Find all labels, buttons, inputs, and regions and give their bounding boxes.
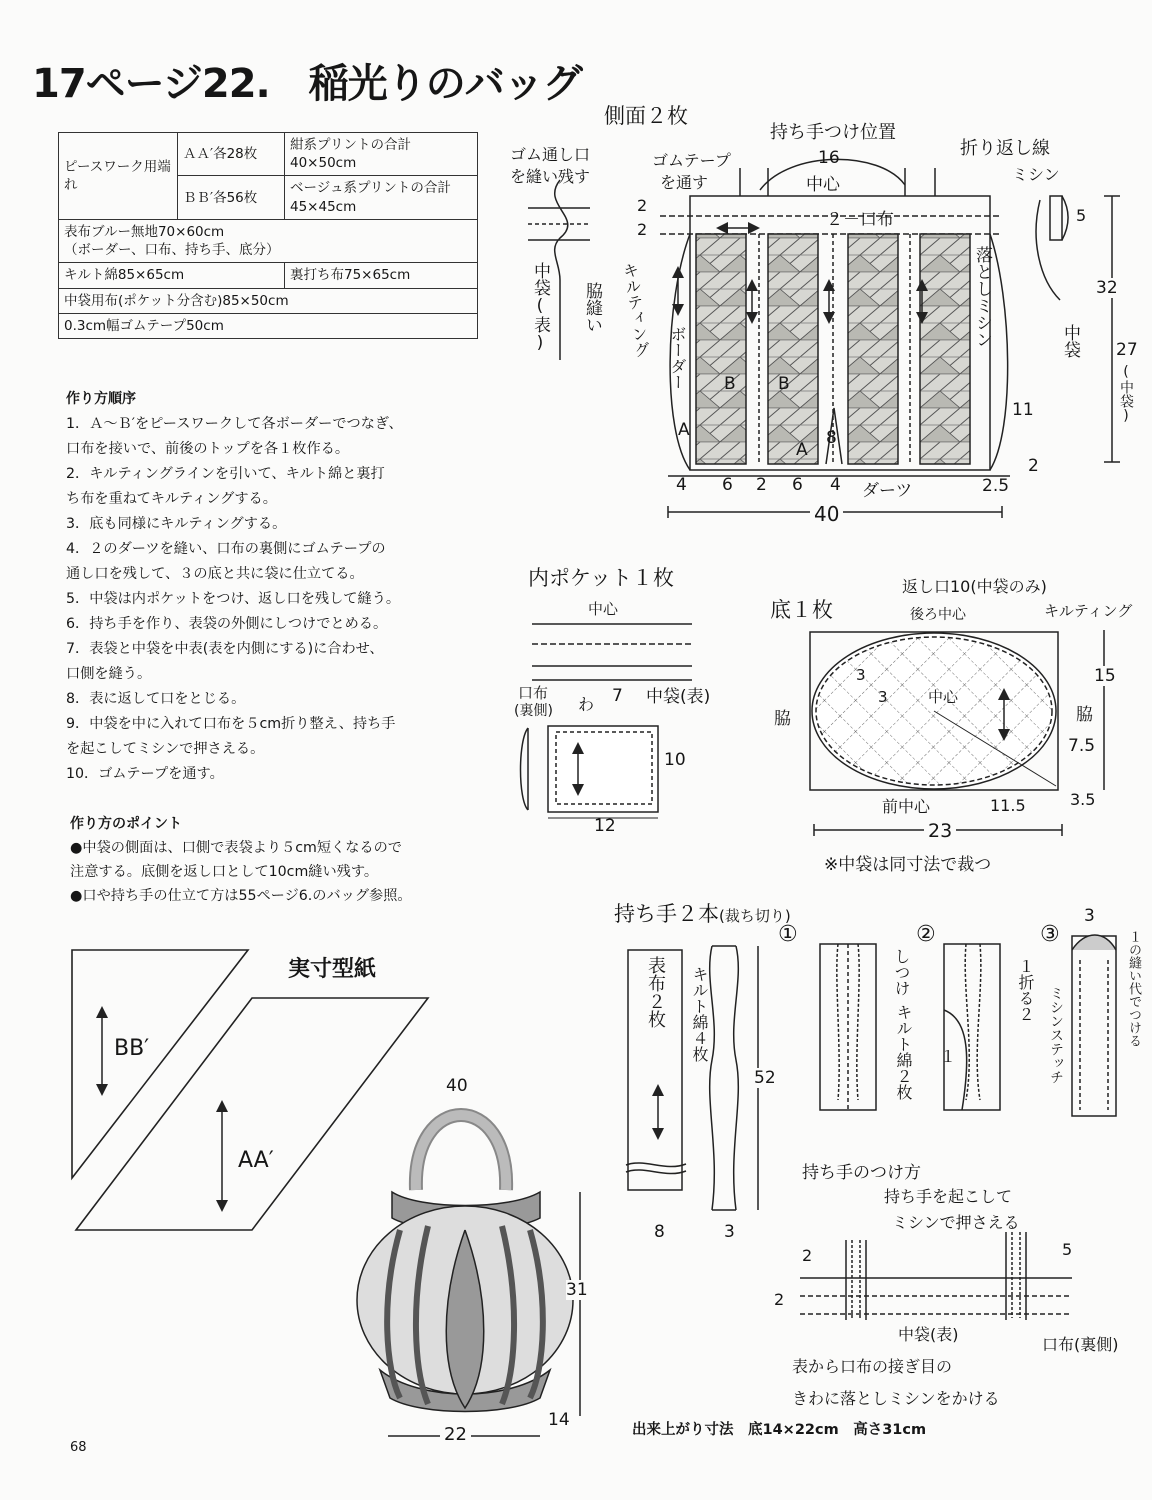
outer-fabric-note: （ボーダー、口布、持ち手、底分） [64, 242, 280, 259]
handle-step-3: ③ [1040, 922, 1060, 947]
handle-dim-52: 52 [754, 1068, 776, 1088]
piecework-label: ピースワーク用端れ [59, 133, 178, 220]
step-line: を起こしてミシンで押さえる。 [66, 741, 265, 757]
otoshi-label: 落としミシン [972, 246, 992, 348]
piece-a-1: A [678, 420, 690, 440]
handle-outer-label: 表布２枚 [645, 956, 666, 1028]
steps-section [66, 387, 496, 787]
attach-dim-5: 5 [1062, 1240, 1073, 1259]
materials-table [58, 132, 478, 339]
points-heading: 作り方のポイント [70, 816, 182, 832]
border-label: ボーダー [668, 326, 687, 390]
gom-open-label-2: を縫い残す [510, 167, 591, 186]
handle-step-2: ② [916, 922, 936, 947]
batting: キルト綿85×65cm [59, 263, 285, 288]
outer-fabric-cell [59, 219, 478, 262]
points-section [70, 812, 510, 908]
point-line: ●中袋の側面は、口側で表袋より５cm短くなるので [70, 840, 402, 856]
darts-label: ダーツ [862, 481, 913, 501]
piece-b-1: B [724, 374, 736, 394]
dim-2b: 2 [637, 220, 648, 239]
gom-tape-label-2: を通す [660, 173, 709, 192]
attach-note-3: 表から口布の接ぎ目の [792, 1357, 953, 1376]
attach-kuchi-label: 口布(裏側) [1042, 1335, 1119, 1354]
bottom-dim-23: 23 [924, 820, 956, 842]
back-center-label: 後ろ中心 [910, 607, 966, 623]
pocket-drawing [521, 624, 693, 818]
attach-dim-2a: 2 [802, 1246, 813, 1265]
bottom-dim-3b: 3 [878, 688, 888, 706]
bottom-quilting-label: キルティング [1044, 602, 1133, 620]
bottom-dim-3-5: 3.5 [1070, 790, 1096, 809]
bag-dim-31: 31 [566, 1280, 588, 1300]
backing: 裏打ち布75×65cm [285, 263, 478, 288]
handle-batting-2-label: キルト綿２枚 [894, 1004, 913, 1100]
pattern-template-drawing [72, 950, 428, 1230]
handle-position-label: 持ち手つけ位置 [770, 122, 896, 143]
step-line: 2．キルティングラインを引いて、キルト綿と裏打 [66, 466, 385, 482]
dim-8: 8 [826, 428, 837, 448]
quilting-label: キルティング [619, 261, 652, 359]
lining-label: 中袋 [1060, 324, 1080, 358]
pocket-heading: 内ポケット１枚 [528, 566, 674, 590]
attach-note-2: ミシンで押さえる [892, 1213, 1020, 1232]
bottom-dim: 6 [722, 475, 733, 495]
basting-label: しつけ [892, 948, 911, 996]
dim-2-right: 2 [1028, 456, 1039, 476]
lining-flap-drawing [1036, 196, 1068, 300]
dim-27: 27 [1116, 340, 1138, 360]
dim-11: 11 [1012, 400, 1034, 420]
side-heading: 側面２枚 [604, 104, 688, 128]
bag-dim-40: 40 [446, 1076, 468, 1096]
handles-heading-note: (裁ち切り) [719, 907, 791, 925]
front-center-label: 前中心 [882, 797, 931, 816]
bottom-side-left: 脇 [774, 709, 791, 729]
step-line: 4．２のダーツを縫い、口布の裏側にゴムテープの [66, 541, 386, 557]
allowance-label: １の縫い代でつける [1126, 930, 1141, 1047]
attach-lining-label: 中袋(表) [898, 1325, 959, 1344]
piece-a-2: A [796, 440, 808, 460]
dim-5: 5 [1076, 206, 1087, 225]
handle-attach-drawing [800, 1232, 1072, 1320]
side-seam-label: 脇縫い [582, 282, 602, 333]
step-line: 通し口を残して、３の底と共に袋に仕立てる。 [66, 566, 364, 582]
bottom-heading: 底１枚 [770, 598, 833, 622]
bottom-dim: 6 [792, 475, 803, 495]
step-line: 10．ゴムテープを通す。 [66, 766, 224, 782]
step-line: 3．底も同様にキルティングする。 [66, 516, 287, 532]
step-line: 6．持ち手を作り、表袋の外側にしつけでとめる。 [66, 616, 388, 632]
bottom-dim: 4 [830, 475, 841, 495]
bottom-oval-drawing [810, 630, 1104, 836]
point-line: 注意する。底側を返し口として10cm縫い残す。 [70, 864, 379, 880]
pattern-aa-label: AA′ [238, 1148, 274, 1173]
bag-illustration [357, 1115, 580, 1436]
bottom-dim-15: 15 [1094, 666, 1116, 686]
kuchi-label: ２－口布 [826, 210, 894, 230]
bottom-note: ※中袋は同寸法で裁つ [824, 855, 992, 875]
bottom-dim-3a: 3 [856, 666, 866, 684]
handles-heading [614, 898, 791, 928]
pocket-dim-7: 7 [612, 686, 623, 706]
step-line: 9．中袋を中に入れて口布を５cm折り整え、持ち手 [66, 716, 396, 732]
step-line: 口布を接いで、前後のトップを各１枚作る。 [66, 441, 350, 457]
bb-label: ＢＢ′各56枚 [178, 176, 285, 219]
bottom-dim: 4 [676, 475, 687, 495]
aa-label: ＡＡ′各28枚 [178, 133, 285, 176]
pattern-bb-label: BB′ [114, 1036, 150, 1061]
piece-b-2: B [778, 374, 790, 394]
step-line: 口側を縫う。 [66, 666, 152, 682]
dim-40: 40 [810, 502, 843, 526]
machine-label: ミシン [1012, 165, 1060, 184]
bottom-center-label: 中心 [928, 688, 959, 706]
handle-dim-8: 8 [654, 1222, 665, 1242]
point-line: ●口や持ち手の仕立て方は55ページ6.のバッグ参照。 [70, 888, 412, 904]
dim-32: 32 [1096, 278, 1118, 298]
fold-line-label: 折り返し線 [960, 138, 1050, 159]
fold-label: １折る２ [1016, 958, 1035, 1022]
handle-dim-3: 3 [724, 1222, 735, 1242]
attach-heading: 持ち手のつけ方 [802, 1163, 921, 1183]
bottom-dim-7-5: 7.5 [1068, 736, 1096, 756]
bottom-dim-11-5: 11.5 [990, 796, 1026, 815]
dim-2a: 2 [637, 196, 648, 215]
lining-outer-label: 中袋(表) [530, 262, 550, 353]
handle-step3-dim-3: 3 [1084, 906, 1095, 926]
bb-value: ベージュ系プリントの合計45×45cm [285, 176, 478, 219]
step-line: 5．中袋は内ポケットをつけ、返し口を残して縫う。 [66, 591, 401, 607]
pocket-fold: わ [578, 695, 595, 714]
pocket-kuchi-note: (裏側) [514, 703, 553, 719]
attach-note-4: きわに落としミシンをかける [792, 1389, 1000, 1408]
bottom-side-right: 脇 [1076, 705, 1093, 725]
dim-16: 16 [818, 148, 840, 168]
attach-note-1: 持ち手を起こして [884, 1187, 1013, 1206]
gom-tape-label: ゴムテープ [652, 151, 731, 170]
step-line: 1．Ａ～Ｂ′をピースワークして各ボーダーでつなぎ、 [66, 416, 403, 432]
pattern-heading: 実寸型紙 [288, 957, 377, 982]
steps-heading: 作り方順序 [66, 391, 136, 407]
dim-2-5: 2.5 [982, 476, 1010, 496]
attach-dim-2b: 2 [774, 1290, 785, 1309]
page-number: 68 [70, 1440, 87, 1455]
handle-step-1: ① [778, 922, 798, 947]
pocket-kuchi: 口布 [518, 684, 549, 702]
step-line: ち布を重ねてキルティングする。 [66, 491, 277, 507]
bag-dim-14: 14 [548, 1410, 570, 1430]
elastic: 0.3cm幅ゴムテープ50cm [59, 313, 478, 338]
pocket-dim-10: 10 [664, 750, 686, 770]
outer-fabric: 表布ブルー無地70×60cm [64, 223, 225, 240]
fold-mark-1: １ [940, 1047, 957, 1066]
gom-open-label: ゴム通し口 [510, 145, 591, 164]
aa-value: 紺系プリントの合計40×50cm [285, 133, 478, 176]
dim-27-note: (中袋) [1118, 364, 1134, 424]
bag-dim-22: 22 [440, 1424, 471, 1445]
handle-batting-label: キルト綿４枚 [690, 966, 709, 1062]
center-label: 中心 [806, 175, 840, 195]
handles-heading-text: 持ち手２本 [614, 902, 719, 926]
step-line: 7．表袋と中袋を中表(表を内側にする)に合わせ、 [66, 641, 384, 657]
pocket-lining-label: 中袋(表) [646, 687, 711, 707]
return-opening-label: 返し口10(中袋のみ) [902, 577, 1047, 596]
finished-size: 出来上がり寸法 底14×22cm 高さ31cm [632, 1422, 927, 1438]
pocket-center: 中心 [588, 600, 619, 618]
step-line: 8．表に返して口をとじる。 [66, 691, 246, 707]
lining: 中袋用布(ポケット分含む)85×50cm [59, 288, 478, 313]
pocket-dim-12: 12 [594, 816, 616, 836]
bottom-dim: 2 [756, 475, 767, 495]
page-title: 17ページ22. 稲光りのバッグ [32, 61, 582, 107]
machine-stitch-label: ミシンステッチ [1048, 986, 1064, 1084]
